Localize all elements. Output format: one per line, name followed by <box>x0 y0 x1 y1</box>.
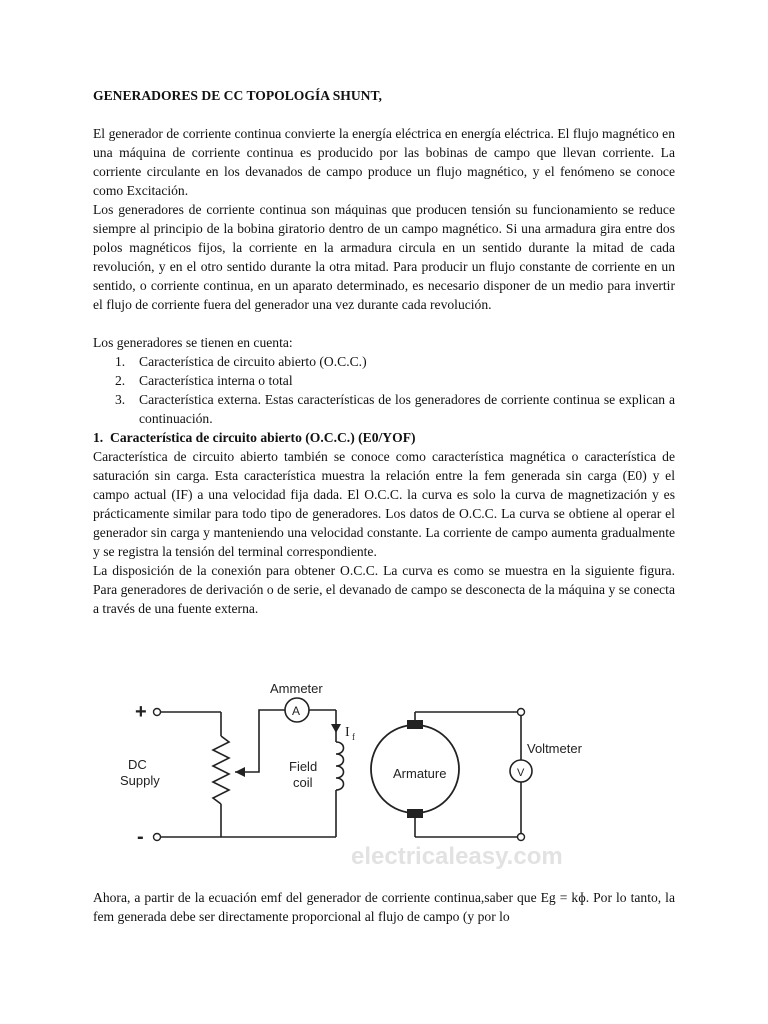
list-item: 3. Característica externa. Estas características de los generadores de corriente continua se explican a continuación. <box>115 392 675 426</box>
section-heading: 1. Característica de circuito abierto (O.C.C.) (E0/YOF) <box>93 430 416 445</box>
armature-label: Armature <box>393 766 447 781</box>
circuit-svg <box>93 672 675 872</box>
paragraph-emf: Ahora, a partir de la ecuación emf del generador de corriente continua,saber que Eg = kɸ. Por lo tanto, la fem generada debe ser directamente proporcional al flujo de campo (y por lo <box>93 890 675 924</box>
voltmeter-label: Voltmeter <box>527 741 582 756</box>
field-current-label: I <box>345 725 350 740</box>
characteristics-list <box>93 352 675 428</box>
voltmeter-symbol: V <box>517 767 525 779</box>
document-title: GENERADORES DE CC TOPOLOGÍA SHUNT, <box>93 88 382 103</box>
field-current-subscript: f <box>352 732 355 742</box>
paragraph-occ: Característica de circuito abierto también se conoce como característica magnética o característica de saturación sin carga. Esta característica muestra la relación entre la fem generada sin carga (E0) y el campo actual (IF) a una velocidad fija dada. El O.C.C. la curva es solo la curva de magnetización y es prácticamente similar para todo tipo de generadores. Los datos de O.C.C. La curva se obtiene al operar el generador sin carga y manteniendo una velocidad constante. La corriente de campo aumenta gradualmente y se registra la tensión del terminal correspondiente. <box>93 449 675 559</box>
current-arrow-icon <box>331 724 341 733</box>
plus-terminal-label: + <box>135 701 147 723</box>
dc-supply-label: Supply <box>120 773 160 788</box>
document-body <box>93 86 675 618</box>
field-coil-label: Field <box>289 759 318 774</box>
field-coil-label: coil <box>293 775 313 790</box>
paragraph-generators: Los generadores de corriente continua son máquinas que producen tensión su funcionamiento se reduce siempre al principio de la bobina giratorio dentro de un campo magnético. Si una armadura gira entre dos polos magnéticos fijos, la corriente en la armadura circula en un sentido durante la mitad de cada revolución, y en el otro sentido durante la otra mitad. Para producir un flujo constante de corriente en un sentido, o corriente continua, en un aparato determinado, es necesario disponer de un medio para invertir el flujo de corriente fuera del generador una vez durante cada revolución. <box>93 202 675 312</box>
paragraph-list-intro: Los generadores se tienen en cuenta: <box>93 335 293 350</box>
ammeter-symbol: A <box>292 704 301 718</box>
paragraph-connection: La disposición de la conexión para obtener O.C.C. La curva es como se muestra en la siguiente figura. Para generadores de derivación o de serie, el devanado de campo se desconecta de la máquina y se conecta a través de una fuente externa. <box>93 563 675 616</box>
document-continuation <box>93 888 675 926</box>
circuit-diagram <box>93 672 675 872</box>
list-item: 2. Característica interna o total <box>115 373 293 388</box>
watermark: electricaleasy.com <box>351 843 563 870</box>
wiper-arrow-icon <box>235 767 245 777</box>
minus-terminal-label: - <box>137 826 144 848</box>
paragraph-intro: El generador de corriente continua convierte la energía eléctrica en energía eléctrica. El flujo magnético en una máquina de corriente continua es producido por las bobinas de campo que llevan corriente. La corriente circulante en los devanados de campo produce un flujo magnético, y el fenómeno se conoce como Excitación. <box>93 126 675 198</box>
ammeter-label: Ammeter <box>270 681 323 696</box>
dc-supply-label: DC <box>128 757 147 772</box>
list-item: 1. Característica de circuito abierto (O.C.C.) <box>115 354 367 369</box>
